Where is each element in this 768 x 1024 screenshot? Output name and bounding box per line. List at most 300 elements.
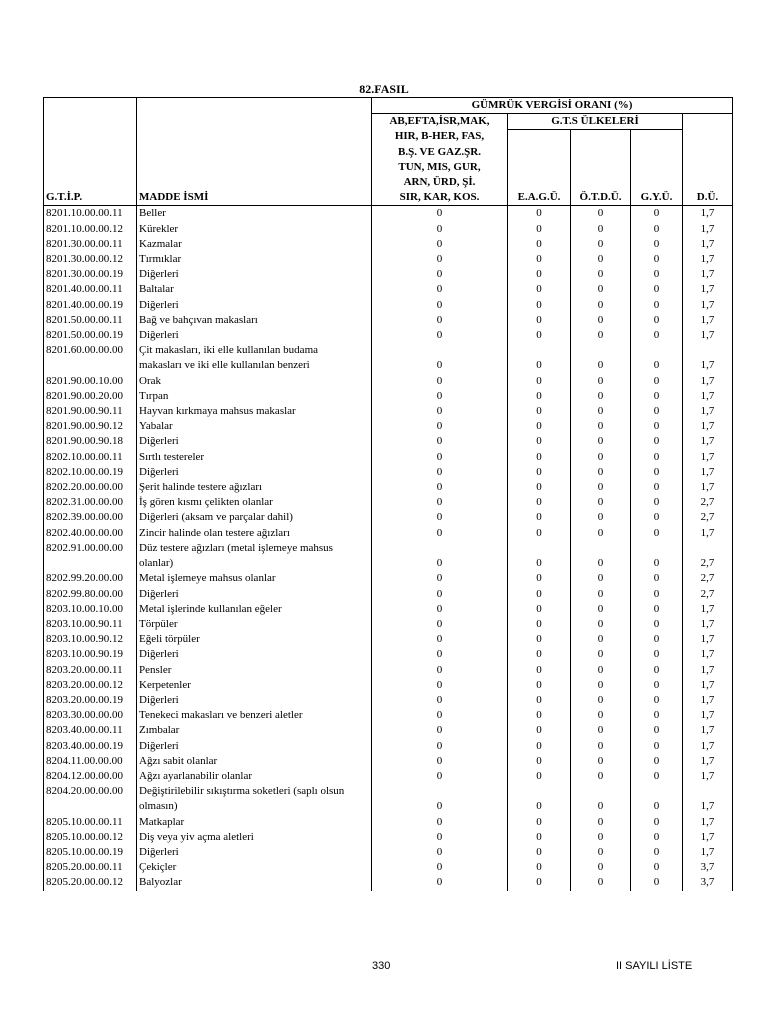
du-cell: 1,7	[683, 419, 733, 434]
gtip-cell: 8203.30.00.00.00	[44, 708, 137, 723]
gyu-cell: 0	[631, 860, 683, 875]
table-row	[44, 754, 733, 769]
eagu-cell: 0	[508, 510, 571, 525]
ab-rate-cell: 0	[372, 845, 508, 860]
du-cell: 2,7	[683, 571, 733, 586]
table-row	[44, 526, 733, 541]
ab-rate-cell: 0	[372, 282, 508, 297]
du-cell: 1,7	[683, 799, 733, 814]
table-row	[44, 845, 733, 860]
eagu-cell: 0	[508, 237, 571, 252]
du-cell: 1,7	[683, 389, 733, 404]
page-number: 330	[372, 960, 391, 972]
du-cell: 1,7	[683, 237, 733, 252]
eagu-cell: 0	[508, 222, 571, 237]
eagu-cell: 0	[508, 419, 571, 434]
ab-rate-cell: 0	[372, 754, 508, 769]
gtip-cell: 8205.10.00.00.11	[44, 815, 137, 830]
gtip-cell: 8205.10.00.00.19	[44, 845, 137, 860]
table-row	[44, 374, 733, 389]
otdu-cell: 0	[571, 480, 631, 495]
madde-cell: makasları ve iki elle kullanılan benzeri	[137, 358, 372, 373]
table-row	[44, 875, 733, 890]
otdu-cell: 0	[571, 465, 631, 480]
otdu-cell: 0	[571, 450, 631, 465]
du-cell: 1,7	[683, 313, 733, 328]
ab-rate-cell: 0	[372, 678, 508, 693]
gtip-cell: 8201.50.00.00.11	[44, 313, 137, 328]
gyu-cell: 0	[631, 769, 683, 784]
gtip-cell: 8201.90.00.90.18	[44, 434, 137, 449]
madde-cell: Ağzı ayarlanabilir olanlar	[137, 769, 372, 784]
table-row	[44, 617, 733, 632]
gyu-cell: 0	[631, 434, 683, 449]
du-cell: 2,7	[683, 556, 733, 571]
otdu-cell: 0	[571, 237, 631, 252]
gtip-cell: 8203.40.00.00.19	[44, 739, 137, 754]
gyu-cell: 0	[631, 723, 683, 738]
table-row	[44, 465, 733, 480]
eagu-cell: 0	[508, 571, 571, 586]
ab-rate-cell: 0	[372, 526, 508, 541]
madde-cell: Sırtlı testereler	[137, 450, 372, 465]
gyu-cell: 0	[631, 313, 683, 328]
madde-cell: Pensler	[137, 663, 372, 678]
du-cell: 2,7	[683, 495, 733, 510]
header-blank	[683, 114, 733, 130]
otdu-cell: 0	[571, 830, 631, 845]
du-cell: 1,7	[683, 693, 733, 708]
du-cell: 1,7	[683, 632, 733, 647]
table-row	[44, 556, 733, 571]
gyu-cell: 0	[631, 632, 683, 647]
table-row	[44, 815, 733, 830]
madde-cell: Diğerleri	[137, 845, 372, 860]
madde-cell: Ağzı sabit olanlar	[137, 754, 372, 769]
otdu-cell: 0	[571, 252, 631, 267]
gtip-cell: 8201.90.00.90.11	[44, 404, 137, 419]
tariff-table	[43, 97, 733, 891]
gtip-cell: 8201.90.00.10.00	[44, 374, 137, 389]
gtip-cell: 8204.20.00.00.00	[44, 784, 137, 799]
madde-cell: olanlar)	[137, 556, 372, 571]
gtip-cell: 8201.30.00.00.11	[44, 237, 137, 252]
table-row	[44, 602, 733, 617]
ab-rate-cell: 0	[372, 587, 508, 602]
ab-rate-cell	[372, 343, 508, 358]
eagu-cell: 0	[508, 769, 571, 784]
eagu-cell: 0	[508, 754, 571, 769]
ab-rate-cell: 0	[372, 298, 508, 313]
otdu-cell: 0	[571, 617, 631, 632]
table-row	[44, 298, 733, 313]
gyu-cell: 0	[631, 875, 683, 890]
table-row	[44, 419, 733, 434]
otdu-cell: 0	[571, 845, 631, 860]
ab-rate-cell: 0	[372, 465, 508, 480]
ab-rate-cell: 0	[372, 237, 508, 252]
eagu-cell: 0	[508, 526, 571, 541]
ab-rate-cell: 0	[372, 830, 508, 845]
otdu-cell: 0	[571, 571, 631, 586]
otdu-cell: 0	[571, 587, 631, 602]
madde-cell: Eğeli törpüler	[137, 632, 372, 647]
eagu-cell: 0	[508, 465, 571, 480]
gyu-cell: 0	[631, 419, 683, 434]
ab-rate-cell: 0	[372, 222, 508, 237]
eagu-cell: 0	[508, 267, 571, 282]
ab-rate-cell: 0	[372, 708, 508, 723]
otdu-cell: 0	[571, 556, 631, 571]
gtip-cell: 8202.31.00.00.00	[44, 495, 137, 510]
madde-cell: Değiştirilebilir sıkıştırma soketleri (saplı olsun	[137, 784, 372, 799]
gyu-cell: 0	[631, 450, 683, 465]
eagu-cell: 0	[508, 602, 571, 617]
gtip-cell	[44, 799, 137, 814]
gtip-cell: 8202.99.20.00.00	[44, 571, 137, 586]
otdu-cell: 0	[571, 419, 631, 434]
otdu-cell: 0	[571, 328, 631, 343]
du-cell	[683, 343, 733, 358]
eagu-cell: 0	[508, 587, 571, 602]
gtip-cell: 8203.10.00.90.11	[44, 617, 137, 632]
ab-rate-cell: 0	[372, 647, 508, 662]
header-otdu: Ö.T.D.Ü.	[571, 130, 631, 206]
otdu-cell: 0	[571, 632, 631, 647]
du-cell: 1,7	[683, 434, 733, 449]
ab-rate-cell: 0	[372, 723, 508, 738]
madde-cell: Tenekeci makasları ve benzeri aletler	[137, 708, 372, 723]
gyu-cell: 0	[631, 754, 683, 769]
table-row	[44, 571, 733, 586]
ab-rate-cell: 0	[372, 374, 508, 389]
eagu-cell: 0	[508, 252, 571, 267]
gtip-cell: 8204.12.00.00.00	[44, 769, 137, 784]
gyu-cell: 0	[631, 495, 683, 510]
eagu-cell: 0	[508, 799, 571, 814]
otdu-cell	[571, 784, 631, 799]
madde-cell: Kürekler	[137, 222, 372, 237]
header-gyu: G.Y.Ü.	[631, 130, 683, 206]
table-row	[44, 541, 733, 556]
gyu-cell: 0	[631, 617, 683, 632]
ab-rate-cell: 0	[372, 602, 508, 617]
header-gtip: G.T.İ.P.	[44, 98, 137, 206]
madde-cell: Diğerleri	[137, 328, 372, 343]
madde-cell: Zımbalar	[137, 723, 372, 738]
gtip-cell: 8201.90.00.20.00	[44, 389, 137, 404]
gtip-cell: 8201.40.00.00.11	[44, 282, 137, 297]
madde-cell: olmasın)	[137, 799, 372, 814]
du-cell: 1,7	[683, 815, 733, 830]
ab-rate-cell: 0	[372, 860, 508, 875]
eagu-cell: 0	[508, 632, 571, 647]
du-cell: 1,7	[683, 769, 733, 784]
gyu-cell: 0	[631, 830, 683, 845]
table-row	[44, 389, 733, 404]
du-cell: 3,7	[683, 860, 733, 875]
gyu-cell: 0	[631, 678, 683, 693]
madde-cell: Tırmıklar	[137, 252, 372, 267]
table-row	[44, 678, 733, 693]
gyu-cell: 0	[631, 358, 683, 373]
gtip-cell: 8202.91.00.00.00	[44, 541, 137, 556]
eagu-cell	[508, 784, 571, 799]
madde-cell: Törpüler	[137, 617, 372, 632]
ab-rate-cell: 0	[372, 663, 508, 678]
header-rate-group: GÜMRÜK VERGİSİ ORANI (%)	[372, 98, 733, 114]
otdu-cell: 0	[571, 723, 631, 738]
eagu-cell: 0	[508, 815, 571, 830]
eagu-cell	[508, 343, 571, 358]
eagu-cell	[508, 541, 571, 556]
gtip-cell: 8201.10.00.00.12	[44, 222, 137, 237]
otdu-cell: 0	[571, 282, 631, 297]
gyu-cell: 0	[631, 389, 683, 404]
eagu-cell: 0	[508, 434, 571, 449]
otdu-cell: 0	[571, 298, 631, 313]
ab-rate-cell: 0	[372, 450, 508, 465]
du-cell: 1,7	[683, 678, 733, 693]
eagu-cell: 0	[508, 374, 571, 389]
du-cell: 1,7	[683, 754, 733, 769]
gyu-cell: 0	[631, 526, 683, 541]
header-ab-line: B.Ş. VE GAZ.ŞR.	[398, 145, 481, 158]
table-row	[44, 267, 733, 282]
gtip-cell: 8201.60.00.00.00	[44, 343, 137, 358]
header-ab-line: TUN, MIS, GUR,	[398, 160, 481, 173]
gyu-cell: 0	[631, 282, 683, 297]
otdu-cell: 0	[571, 602, 631, 617]
gyu-cell: 0	[631, 571, 683, 586]
gtip-cell	[44, 556, 137, 571]
ab-rate-cell: 0	[372, 252, 508, 267]
eagu-cell: 0	[508, 875, 571, 890]
ab-rate-cell: 0	[372, 328, 508, 343]
gyu-cell: 0	[631, 328, 683, 343]
table-row	[44, 708, 733, 723]
table-row	[44, 799, 733, 814]
du-cell: 1,7	[683, 374, 733, 389]
gtip-cell: 8203.40.00.00.11	[44, 723, 137, 738]
gtip-cell: 8202.99.80.00.00	[44, 587, 137, 602]
eagu-cell: 0	[508, 450, 571, 465]
gtip-cell: 8203.10.00.90.19	[44, 647, 137, 662]
eagu-cell: 0	[508, 845, 571, 860]
gtip-cell: 8205.20.00.00.11	[44, 860, 137, 875]
madde-cell: Diğerleri	[137, 587, 372, 602]
gtip-cell: 8202.40.00.00.00	[44, 526, 137, 541]
table-row	[44, 723, 733, 738]
ab-rate-cell: 0	[372, 632, 508, 647]
madde-cell: Zincir halinde olan testere ağızları	[137, 526, 372, 541]
gyu-cell: 0	[631, 480, 683, 495]
du-cell: 1,7	[683, 328, 733, 343]
otdu-cell: 0	[571, 206, 631, 222]
otdu-cell: 0	[571, 647, 631, 662]
table-row	[44, 693, 733, 708]
eagu-cell: 0	[508, 678, 571, 693]
gtip-cell: 8202.10.00.00.11	[44, 450, 137, 465]
madde-cell: Beller	[137, 206, 372, 222]
table-row	[44, 769, 733, 784]
du-cell: 1,7	[683, 845, 733, 860]
gyu-cell: 0	[631, 739, 683, 754]
table-row	[44, 450, 733, 465]
eagu-cell: 0	[508, 708, 571, 723]
header-ab-line: HIR, B-HER, FAS,	[394, 130, 485, 143]
madde-cell: Hayvan kırkmaya mahsus makaslar	[137, 404, 372, 419]
du-cell: 2,7	[683, 510, 733, 525]
du-cell: 3,7	[683, 875, 733, 890]
otdu-cell: 0	[571, 678, 631, 693]
page-title: 82.FASIL	[359, 82, 409, 96]
gyu-cell: 0	[631, 237, 683, 252]
header-ab-line: SIR, KAR, KOS.	[399, 191, 480, 204]
otdu-cell: 0	[571, 374, 631, 389]
eagu-cell: 0	[508, 358, 571, 373]
header-ab-line: AB,EFTA,İSR,MAK,	[389, 115, 490, 128]
eagu-cell: 0	[508, 860, 571, 875]
eagu-cell: 0	[508, 480, 571, 495]
madde-cell: Diğerleri (aksam ve parçalar dahil)	[137, 510, 372, 525]
otdu-cell: 0	[571, 358, 631, 373]
table-row	[44, 663, 733, 678]
gtip-cell: 8204.11.00.00.00	[44, 754, 137, 769]
otdu-cell: 0	[571, 510, 631, 525]
gtip-cell: 8202.39.00.00.00	[44, 510, 137, 525]
gyu-cell: 0	[631, 298, 683, 313]
du-cell: 1,7	[683, 282, 733, 297]
ab-rate-cell: 0	[372, 739, 508, 754]
table-row	[44, 495, 733, 510]
du-cell: 1,7	[683, 526, 733, 541]
eagu-cell: 0	[508, 723, 571, 738]
du-cell	[683, 784, 733, 799]
ab-rate-cell: 0	[372, 769, 508, 784]
gtip-cell: 8201.30.00.00.19	[44, 267, 137, 282]
ab-rate-cell: 0	[372, 389, 508, 404]
otdu-cell: 0	[571, 860, 631, 875]
header-ab-countries	[372, 114, 508, 206]
header-du: D.Ü.	[683, 130, 733, 206]
gtip-cell: 8203.20.00.00.12	[44, 678, 137, 693]
table-row	[44, 647, 733, 662]
ab-rate-cell: 0	[372, 313, 508, 328]
ab-rate-cell: 0	[372, 799, 508, 814]
header-gts: G.T.S ÜLKELERİ	[508, 114, 683, 130]
otdu-cell: 0	[571, 815, 631, 830]
madde-cell: Çekiçler	[137, 860, 372, 875]
ab-rate-cell: 0	[372, 556, 508, 571]
eagu-cell: 0	[508, 282, 571, 297]
table-row	[44, 206, 733, 222]
otdu-cell: 0	[571, 663, 631, 678]
gyu-cell: 0	[631, 206, 683, 222]
otdu-cell: 0	[571, 434, 631, 449]
gyu-cell	[631, 343, 683, 358]
table-row	[44, 343, 733, 358]
madde-cell: Diğerleri	[137, 465, 372, 480]
ab-rate-cell: 0	[372, 875, 508, 890]
eagu-cell: 0	[508, 830, 571, 845]
du-cell: 1,7	[683, 358, 733, 373]
gtip-cell: 8201.90.00.90.12	[44, 419, 137, 434]
otdu-cell	[571, 343, 631, 358]
table-row	[44, 860, 733, 875]
ab-rate-cell: 0	[372, 617, 508, 632]
gyu-cell: 0	[631, 693, 683, 708]
madde-cell: Şerit halinde testere ağızları	[137, 480, 372, 495]
madde-cell: Diğerleri	[137, 434, 372, 449]
ab-rate-cell: 0	[372, 495, 508, 510]
ab-rate-cell: 0	[372, 206, 508, 222]
table-row	[44, 237, 733, 252]
madde-cell: Baltalar	[137, 282, 372, 297]
otdu-cell: 0	[571, 389, 631, 404]
du-cell: 1,7	[683, 739, 733, 754]
du-cell: 1,7	[683, 663, 733, 678]
du-cell: 1,7	[683, 830, 733, 845]
table-row	[44, 252, 733, 267]
gyu-cell: 0	[631, 252, 683, 267]
eagu-cell: 0	[508, 404, 571, 419]
ab-rate-cell: 0	[372, 358, 508, 373]
otdu-cell: 0	[571, 693, 631, 708]
madde-cell: Diğerleri	[137, 647, 372, 662]
gyu-cell: 0	[631, 815, 683, 830]
madde-cell: Kazmalar	[137, 237, 372, 252]
du-cell: 1,7	[683, 617, 733, 632]
otdu-cell: 0	[571, 404, 631, 419]
eagu-cell: 0	[508, 328, 571, 343]
table-row	[44, 313, 733, 328]
ab-rate-cell: 0	[372, 434, 508, 449]
du-cell: 1,7	[683, 206, 733, 222]
gyu-cell: 0	[631, 510, 683, 525]
otdu-cell: 0	[571, 313, 631, 328]
gyu-cell	[631, 541, 683, 556]
otdu-cell	[571, 541, 631, 556]
du-cell: 1,7	[683, 602, 733, 617]
gtip-cell: 8202.20.00.00.00	[44, 480, 137, 495]
gyu-cell: 0	[631, 647, 683, 662]
otdu-cell: 0	[571, 526, 631, 541]
gyu-cell: 0	[631, 708, 683, 723]
otdu-cell: 0	[571, 754, 631, 769]
eagu-cell: 0	[508, 647, 571, 662]
otdu-cell: 0	[571, 739, 631, 754]
du-cell: 1,7	[683, 222, 733, 237]
madde-cell: Diğerleri	[137, 298, 372, 313]
gyu-cell: 0	[631, 267, 683, 282]
eagu-cell: 0	[508, 617, 571, 632]
gtip-cell: 8205.10.00.00.12	[44, 830, 137, 845]
madde-cell: Orak	[137, 374, 372, 389]
table-row	[44, 739, 733, 754]
gyu-cell	[631, 784, 683, 799]
ab-rate-cell: 0	[372, 267, 508, 282]
table-row	[44, 480, 733, 495]
otdu-cell: 0	[571, 267, 631, 282]
du-cell: 1,7	[683, 450, 733, 465]
gyu-cell: 0	[631, 845, 683, 860]
otdu-cell: 0	[571, 495, 631, 510]
header-ab-line: ARN, ÜRD, Şİ.	[403, 176, 476, 189]
gtip-cell: 8205.20.00.00.12	[44, 875, 137, 890]
madde-cell: Metal işlerinde kullanılan eğeler	[137, 602, 372, 617]
madde-cell: Diğerleri	[137, 693, 372, 708]
